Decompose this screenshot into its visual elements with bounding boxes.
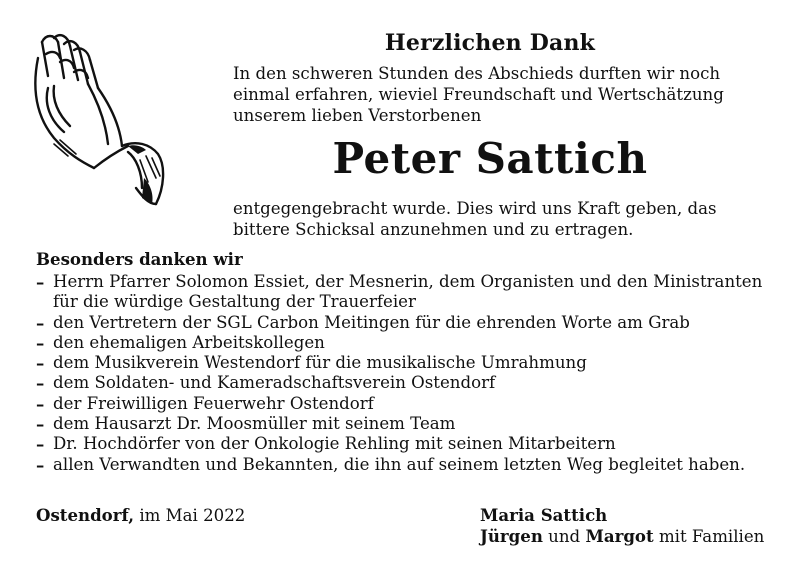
dash-bullet: – bbox=[36, 353, 45, 374]
dash-bullet: – bbox=[36, 272, 45, 292]
dash-bullet: – bbox=[36, 434, 45, 455]
signature-block bbox=[480, 505, 764, 547]
date: im Mai 2022 bbox=[139, 506, 246, 525]
thanks-list bbox=[36, 272, 771, 475]
signer-primary: Maria Sattich bbox=[480, 505, 608, 525]
list-item bbox=[36, 373, 771, 393]
list-item bbox=[36, 272, 771, 313]
dash-bullet: – bbox=[36, 312, 45, 333]
list-item bbox=[36, 414, 771, 434]
list-item-text: dem Hausarzt Dr. Moosmüller mit seinem Team bbox=[53, 414, 456, 434]
list-item bbox=[36, 434, 771, 454]
signer-margot: Margot bbox=[585, 526, 654, 546]
dash-bullet: – bbox=[36, 414, 45, 435]
dash-bullet: – bbox=[36, 454, 45, 475]
list-item-text: Herrn Pfarrer Solomon Essiet, der Mesnerin, dem Organisten und den Ministranten für die würdige Gestaltung der Trauerfeier bbox=[53, 272, 763, 312]
praying-hands-icon bbox=[24, 28, 174, 218]
thanks-heading: Besonders danken wir bbox=[36, 249, 243, 269]
dash-bullet: – bbox=[36, 393, 45, 414]
signer-juergen: Jürgen bbox=[480, 526, 543, 546]
families-text: mit Familien bbox=[658, 527, 765, 546]
place: Ostendorf, bbox=[36, 505, 135, 525]
page-title: Herzlichen Dank bbox=[384, 30, 596, 56]
list-item bbox=[36, 455, 771, 475]
list-item-text: allen Verwandten und Bekannten, die ihn auf seinem letzten Weg begleitet haben. bbox=[53, 454, 746, 474]
list-item bbox=[36, 313, 771, 333]
list-item bbox=[36, 353, 771, 373]
list-item-text: Dr. Hochdörfer von der Onkologie Rehling mit seinen Mitarbeitern bbox=[53, 434, 616, 454]
list-item-text: der Freiwilligen Feuerwehr Ostendorf bbox=[53, 393, 374, 413]
list-item-text: dem Musikverein Westendorf für die musikalische Umrahmung bbox=[53, 353, 587, 373]
list-item-text: dem Soldaten- und Kameradschaftsverein Ostendorf bbox=[53, 373, 496, 393]
list-item bbox=[36, 394, 771, 414]
intro-text: In den schweren Stunden des Abschieds durften wir noch einmal erfahren, wieviel Freundschaft und Wertschätzung unserem lieben Verstorbenen bbox=[233, 64, 724, 125]
deceased-name: Peter Sattich bbox=[332, 134, 648, 183]
list-item-text: den Vertretern der SGL Carbon Meitingen für die ehrenden Worte am Grab bbox=[53, 312, 690, 332]
dash-bullet: – bbox=[36, 332, 45, 353]
list-item bbox=[36, 333, 771, 353]
conjunction: und bbox=[548, 527, 581, 546]
list-item-text: den ehemaligen Arbeitskollegen bbox=[53, 332, 325, 352]
place-date bbox=[36, 505, 245, 525]
closing-text: entgegengebracht wurde. Dies wird uns Kraft geben, das bittere Schicksal anzunehmen und zu ertragen. bbox=[233, 199, 717, 239]
dash-bullet: – bbox=[36, 373, 45, 394]
